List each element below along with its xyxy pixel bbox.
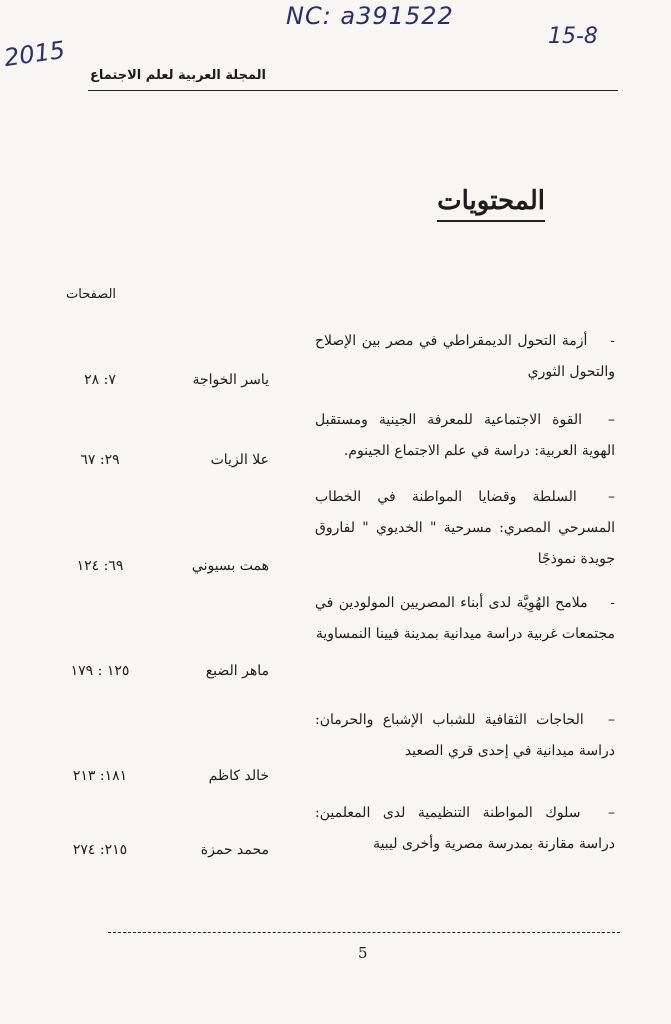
toc-entry-title (315, 705, 615, 767)
toc-entry-pages: ٦٩: ١٢٤ (76, 558, 124, 574)
entry-title-text: السلطة وقضايا المواطنة في الخطاب المسرحي المصري: مسرحية " الخديوي " لفاروق جويدة نموذجًا (315, 489, 615, 567)
handwritten-issue-number: 15-8 (548, 24, 598, 49)
footer-divider (108, 932, 620, 933)
entry-dash: – (608, 712, 616, 728)
pages-column-header: الصفحات (66, 287, 117, 302)
toc-entry-pages: ١٨١: ٢١٣ (72, 768, 128, 784)
entry-dash: – (608, 412, 615, 428)
toc-entry-author: ماهر الضبع (205, 663, 269, 679)
toc-entry-author: خالد كاظم (208, 768, 269, 784)
toc-entry-author: علا الزيات (210, 452, 269, 468)
contents-heading: المحتويات (437, 186, 545, 222)
entry-dash: – (608, 489, 615, 505)
toc-entry-pages: ٢٩: ٦٧ (80, 452, 120, 468)
entry-dash: - (610, 333, 616, 349)
entry-title-text: القوة الاجتماعية للمعرفة الجينية ومستقبل الهوية العربية: دراسة في علم الاجتماع الجينوم. (315, 412, 615, 459)
toc-entry-title (315, 326, 615, 388)
toc-entry-title (315, 405, 615, 467)
entry-dash: – (608, 805, 615, 821)
journal-title: المجلة العربية لعلم الاجتماع (89, 68, 266, 83)
toc-entry-title (315, 588, 615, 650)
toc-entry-author: همت بسيوني (191, 558, 269, 574)
entry-title-text: أزمة التحول الديمقراطي في مصر بين الإصلاح والتحول الثوري (315, 333, 615, 380)
entry-dash: - (610, 595, 615, 611)
entry-title-text: ملامح الهُوِيَّة لدى أبناء المصريين المولودين في مجتمعات غربية دراسة ميدانية بمدينة فيينا النمساوية (315, 595, 615, 642)
entry-title-text: الحاجات الثقافية للشباب الإشباع والحرمان: دراسة ميدانية في إحدى قري الصعيد (315, 712, 615, 759)
page-number: 5 (358, 944, 368, 962)
toc-entry-title (315, 482, 615, 575)
toc-entry-title (315, 798, 615, 860)
toc-entry-author: محمد حمزة (200, 842, 269, 858)
entry-title-text: سلوك المواطنة التنظيمية لدى المعلمين: دراسة مقارنة بمدرسة مصرية وأخرى ليبية (315, 805, 615, 852)
header-divider (88, 90, 618, 91)
handwritten-year: 2015 (2, 35, 67, 73)
handwritten-catalog-code: NC: a391522 (286, 2, 454, 30)
toc-entry-pages: ٢١٥: ٢٧٤ (72, 842, 128, 858)
toc-entry-pages: ٧: ٢٨ (84, 372, 116, 388)
toc-entry-author: ياسر الخواجة (192, 372, 269, 388)
toc-entry-pages: ١٢٥ : ١٧٩ (70, 663, 130, 679)
